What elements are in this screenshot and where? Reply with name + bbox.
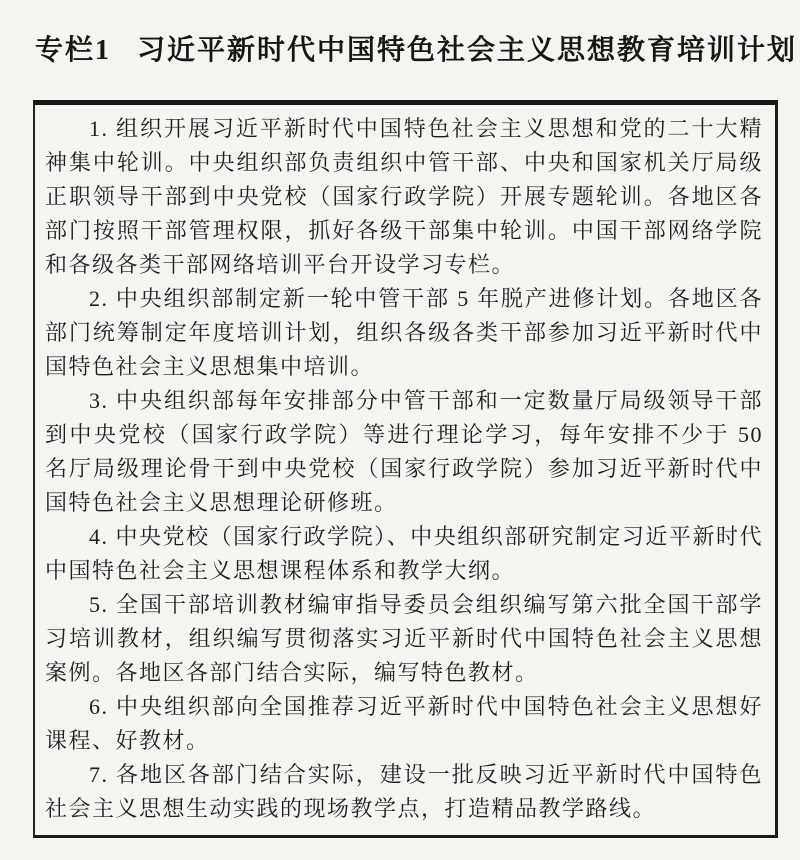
- paragraph: 1. 组织开展习近平新时代中国特色社会主义思想和党的二十大精神集中轮训。中央组织部负责组织中管干部、中央和国家机关厅局级正职领导干部到中央党校（国家行政学院）开展专题轮训。各地区各部门按照干部管理权限，抓好各级干部集中轮训。中国干部网络学院和各级各类干部网络培训平台开设学习专栏。: [45, 116, 763, 277]
- paragraph: 6. 中央组织部向全国推荐习近平新时代中国特色社会主义思想好课程、好教材。: [45, 694, 763, 753]
- paragraph: 7. 各地区各部门结合实际，建设一批反映习近平新时代中国特色社会主义思想生动实践的现场教学点，打造精品教学路线。: [45, 762, 763, 821]
- document-page: [0, 30, 800, 838]
- column-title: [35, 30, 798, 72]
- paragraph: 4. 中央党校（国家行政学院）、中央组织部研究制定习近平新时代中国特色社会主义思想课程体系和教学大纲。: [45, 524, 763, 583]
- paragraph: 5. 全国干部培训教材编审指导委员会组织编写第六批全国干部学习培训教材，组织编写贯彻落实习近平新时代中国特色社会主义思想案例。各地区各部门结合实际，编写特色教材。: [45, 592, 763, 685]
- paragraph: 2. 中央组织部制定新一轮中管干部 5 年脱产进修计划。各地区各部门统筹制定年度培训计划，组织各级各类干部参加习近平新时代中国特色社会主义思想集中培训。: [45, 286, 763, 379]
- column-heading: 习近平新时代中国特色社会主义思想教育培训计划: [137, 35, 798, 66]
- column-label: 专栏1: [35, 35, 112, 66]
- paragraph: 3. 中央组织部每年安排部分中管干部和一定数量厅局级领导干部到中央党校（国家行政学院）等进行理论学习，每年安排不少于 50 名厅局级理论骨干到中央党校（国家行政学院）参加习近平新时代中国特色社会主义思想理论研修班。: [45, 388, 763, 515]
- column-box: [33, 100, 778, 838]
- paragraph-list: [45, 112, 763, 826]
